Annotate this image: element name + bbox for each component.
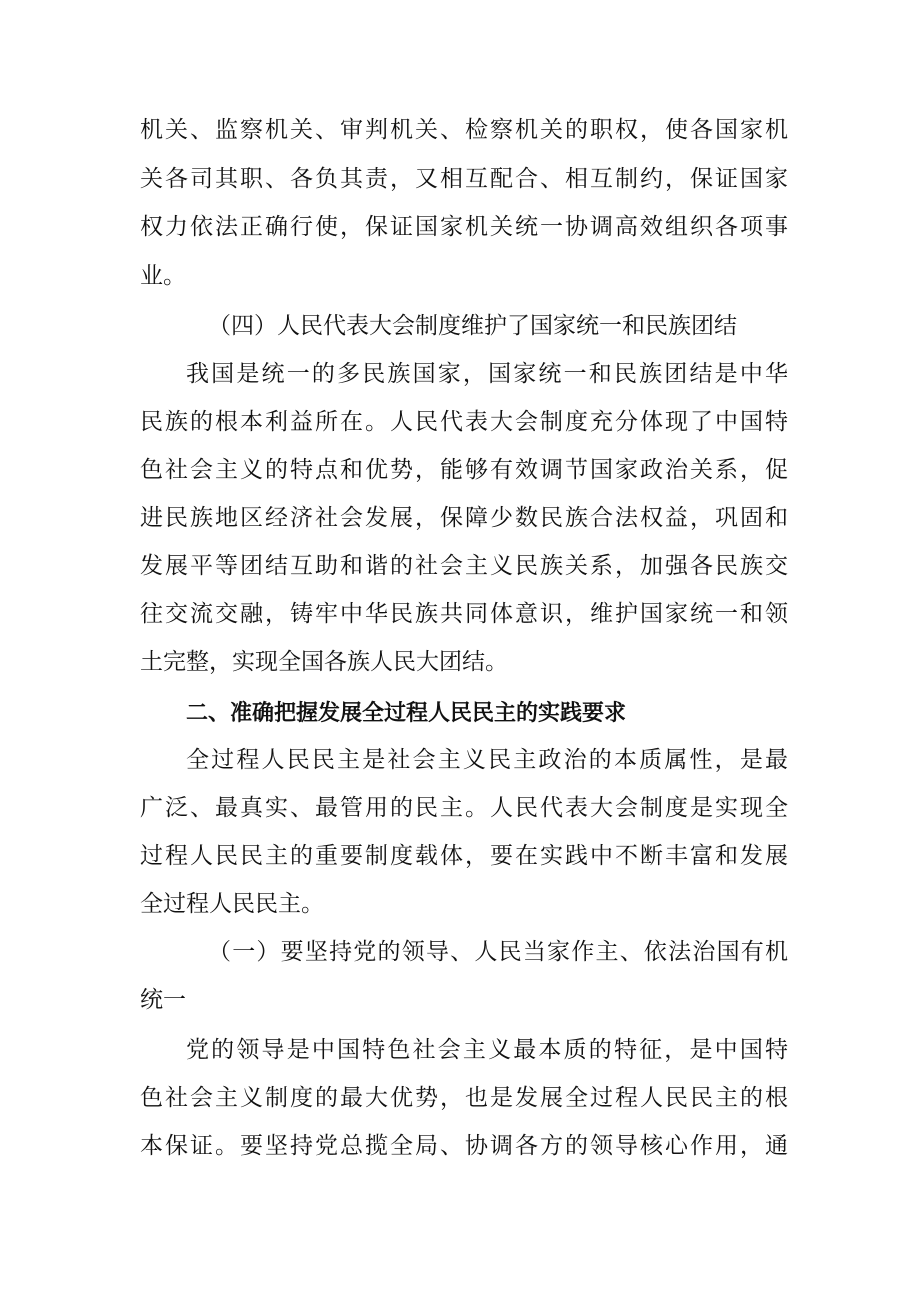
paragraph-line: 党的领导是中国特色社会主义最本质的特征，是中国特 bbox=[186, 1037, 788, 1063]
paragraph-line: 过程人民民主的重要制度载体，要在实践中不断丰富和发展 bbox=[140, 843, 788, 869]
paragraph-line: 全过程人民民主。 bbox=[140, 891, 324, 917]
paragraph-line: 进民族地区经济社会发展，保障少数民族合法权益，巩固和 bbox=[140, 505, 788, 531]
paragraph-line: 机关、监察机关、审判机关、检察机关的职权，使各国家机 bbox=[140, 117, 788, 143]
paragraph-line: 民族的根本利益所在。人民代表大会制度充分体现了中国特 bbox=[140, 409, 788, 435]
paragraph-line: 业。 bbox=[140, 263, 186, 289]
paragraph-line: 色社会主义制度的最大优势，也是发展全过程人民民主的根 bbox=[140, 1085, 788, 1111]
paragraph-line: 本保证。要坚持党总揽全局、协调各方的领导核心作用，通 bbox=[140, 1133, 788, 1159]
paragraph-line: 我国是统一的多民族国家，国家统一和民族团结是中华 bbox=[186, 361, 788, 387]
section-heading: 二、准确把握发展全过程人民民主的实践要求 bbox=[186, 701, 627, 726]
section-subheading: （四）人民代表大会制度维护了国家统一和民族团结 bbox=[208, 313, 737, 339]
paragraph-line: 关各司其职、各负其责，又相互配合、相互制约，保证国家 bbox=[140, 166, 788, 192]
paragraph-line: 全过程人民民主是社会主义民主政治的本质属性，是最 bbox=[186, 747, 788, 773]
paragraph-line: 发展平等团结互助和谐的社会主义民族关系，加强各民族交 bbox=[140, 553, 788, 579]
paragraph-line: 广泛、最真实、最管用的民主。人民代表大会制度是实现全 bbox=[140, 795, 788, 821]
section-subheading-continued: 统一 bbox=[140, 987, 186, 1013]
paragraph-line: 土完整，实现全国各族人民大团结。 bbox=[140, 649, 508, 675]
paragraph-line: 往交流交融，铸牢中华民族共同体意识，维护国家统一和领 bbox=[140, 601, 788, 627]
paragraph-line: 色社会主义的特点和优势，能够有效调节国家政治关系，促 bbox=[140, 457, 788, 483]
section-subheading: （一）要坚持党的领导、人民当家作主、依法治国有机 bbox=[208, 939, 788, 965]
paragraph-line: 权力依法正确行使，保证国家机关统一协调高效组织各项事 bbox=[140, 214, 788, 240]
